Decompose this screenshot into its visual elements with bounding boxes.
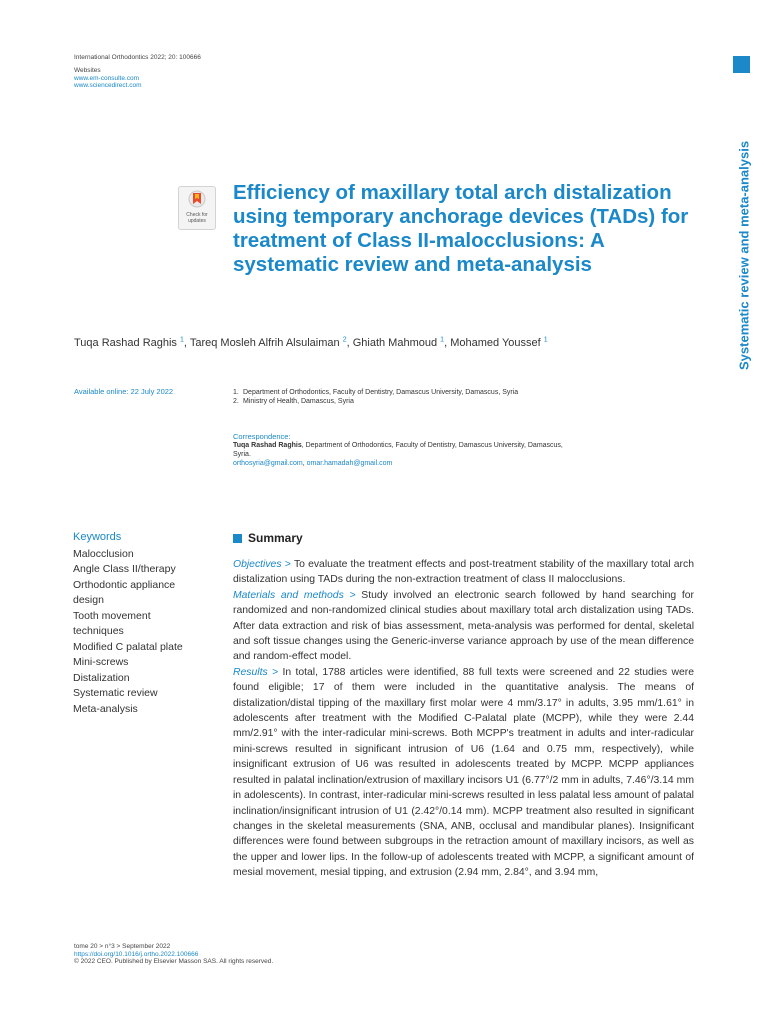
keywords-panel: [73, 530, 193, 717]
keyword-item: Meta-analysis: [73, 702, 138, 715]
keyword-item: Distalization: [73, 671, 130, 684]
correspondence-heading: Correspondence:: [233, 432, 291, 441]
website-link-emconsulte[interactable]: www.em-consulte.com: [74, 74, 140, 82]
footer: [74, 943, 273, 966]
journal-citation: International Orthodontics 2022; 20: 100666: [74, 54, 201, 61]
author-2: Tareq Mosleh Alfrih Alsulaiman $^2$,: [189, 336, 353, 349]
objectives-label: Objectives >: [233, 559, 294, 570]
sidebar-section-label: Systematic review and meta-analysis: [736, 140, 752, 370]
correspondence: Correspondence: Tuqa Rashad Raghis, Department of Orthodontics, Faculty of Dentistry, Damascus University, Damascus, Syria. orthosyria@gmail.com, omar.hamadah@gmail.com: [233, 432, 563, 467]
keyword-item: Malocclusion: [73, 547, 134, 560]
author-1: Tuqa Rashad Raghis $^1$,: [74, 336, 190, 349]
email-link-2[interactable]: omar.hamadah@gmail.com: [306, 460, 393, 467]
results-label: Results >: [233, 666, 283, 678]
doi-link[interactable]: https://doi.org/10.1016/j.ortho.2022.100666: [74, 950, 199, 958]
badge-line-1: Check for: [186, 212, 208, 218]
summary-objectives: Objectives > To evaluate the treatment effects and post-treatment stability of the maxillary total arch distalization using TADs during the non-extraction treatment of class II malocclusions.: [233, 559, 694, 586]
keyword-item: Orthodontic appliance design: [73, 578, 176, 606]
summary-heading: [233, 531, 303, 545]
keyword-item: Modified C palatal plate: [73, 640, 183, 653]
methods-label: Materials and methods >: [233, 589, 362, 601]
bookmark-icon: [188, 190, 206, 212]
author-4: Mohamed Youssef $^1$: [450, 336, 548, 349]
websites-label: Websites: [74, 67, 101, 74]
affiliation-item: 2. Ministry of Health, Damascus, Syria: [233, 398, 354, 405]
author-3-affiliation: 1: [440, 336, 445, 343]
keyword-item: Systematic review: [73, 687, 158, 699]
keyword-item: Mini-screws: [73, 656, 129, 668]
keyword-item: Angle Class II/therapy: [73, 563, 176, 575]
affiliations: [233, 388, 593, 406]
article-title: Efficiency of maxillary total arch distalization using temporary anchorage devices (TADs) for treatment of Class II-malocclusions: A systematic review and meta-analysis: [233, 181, 689, 276]
keyword-item: Tooth movement techniques: [73, 609, 151, 637]
affiliation-item: 1. Department of Orthodontics, Faculty of Dentistry, Damascus University, Damascus, Syria: [233, 389, 519, 396]
author-1-affiliation: 1: [180, 336, 184, 343]
issue-info: tome 20 > n°3 > September 2022: [74, 943, 171, 950]
summary-methods: Materials and methods > Study involved an electronic search followed by hand searching for randomized and non-randomized clinical studies about maxillary total arch distalization using TADs. After data extraction and risk of bias assessment, meta-analysis was performed for dental, skeletal and soft tissue changes using the Generic-inverse variance approach by use of the mean difference and random-effect model.: [233, 589, 694, 663]
sidebar-accent-square: [733, 56, 750, 73]
square-bullet-icon: [233, 534, 242, 543]
website-link-sciencedirect[interactable]: www.sciencedirect.com: [74, 82, 142, 89]
author-list: [74, 336, 694, 349]
keywords-heading: Keywords: [73, 531, 122, 543]
websites-block: [74, 67, 142, 90]
author-4-affiliation: 1: [543, 336, 548, 343]
copyright: © 2022 CEO. Published by Elsevier Masson SAS. All rights reserved.: [74, 958, 274, 965]
check-for-updates-label: [186, 213, 207, 224]
author-3: Ghiath Mahmoud $^1$,: [352, 336, 451, 349]
check-for-updates-badge[interactable]: [178, 186, 216, 230]
badge-line-2: updates: [188, 217, 206, 224]
correspondence-name: Tuqa Rashad Raghis: [233, 442, 302, 449]
author-2-affiliation: 2: [342, 336, 347, 343]
available-online-date: Available online: 22 July 2022: [74, 387, 174, 396]
summary-heading-text: Summary: [248, 531, 303, 545]
summary-results: Results > In total, 1788 articles were identified, 88 full texts were screened and 22 studies were found eligible; 17 of them were included in the quantitative analysis. The means of distalization/distal tipping of the maxillary first molar were 4 mm/3.17° in adults, 3.95 mm/1.61° in adolescents after treatment with the Modified C-Palatal plate (MCPP), while they were 2.44 mm/2.91° with the inter-radicular mini-screws. Both MCPP's treatment in adults and inter-radicular mini-screws resulted in significant intrusion of U6 (1.64 and 0.75 mm, respectively), while insignificant extrusion of U6 was resulted in adolescents treated by MCPP. MCPP appliances resulted in palatal inclination/extrusion of maxillary incisors U1 (6.77°/2 mm in adults, 7.46°/3.14 mm in adolescents). In contrast, inter-radicular mini-screws resulted in less palatal less amount of palatal inclination/insignificant intrusion of U1 (2.42°/0.14 mm). MCPP treatment also resulted in significant changes in the skeletal measurements (SNA, ANB, occlusal and mandibular planes). Insignificant differences were found between subgroups in the retraction amount of maxillary incisors, as well as the upper and lower lips. In the follow-up of adolescents treated with MCPP, a significant amount of mesial movement, mesial tipping, and extrusion (2.94 mm, 2.84°, and 3.94 mm,: [233, 666, 694, 879]
summary-body: [233, 557, 694, 881]
email-link-1[interactable]: orthosyria@gmail.com: [233, 460, 303, 467]
correspondence-address: , Department of Orthodontics, Faculty of Dentistry, Damascus University, Damascus, Syria.: [233, 442, 563, 458]
